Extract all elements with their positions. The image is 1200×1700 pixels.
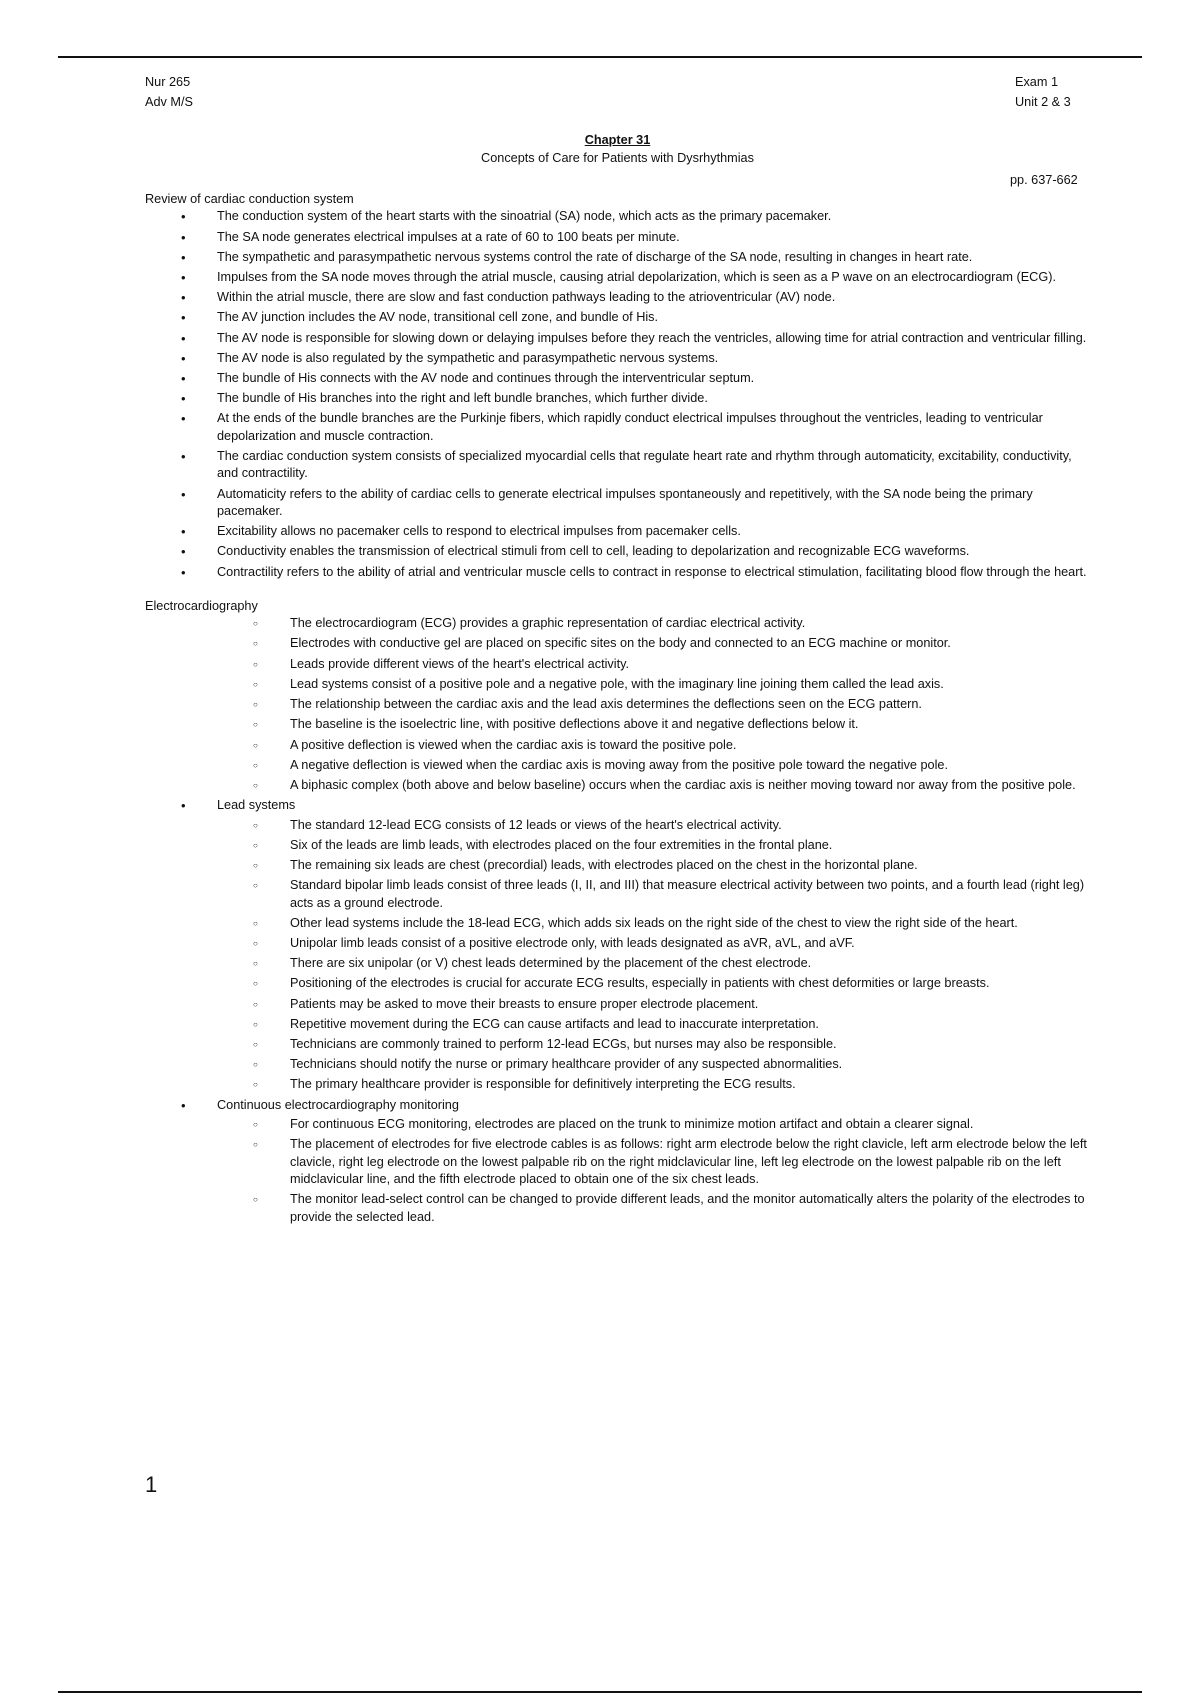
list-item: ○ The electrocardiogram (ECG) provides a graphic representation of cardiac electrical activity. <box>290 615 1090 632</box>
course-name: Adv M/S <box>145 95 193 109</box>
list-item: • Within the atrial muscle, there are slow and fast conduction pathways leading to the atrioventricular (AV) node. <box>217 289 1090 306</box>
course-code: Nur 265 <box>145 75 191 89</box>
units-label: Unit 2 & 3 <box>1015 95 1071 109</box>
list-item: • The bundle of His connects with the AV node and continues through the interventricular septum. <box>217 370 1090 387</box>
list-item: ○ A positive deflection is viewed when the cardiac axis is toward the positive pole. <box>290 737 1090 754</box>
section-heading-electrocardiography: Electrocardiography <box>145 598 258 613</box>
list-item: • Automaticity refers to the ability of cardiac cells to generate electrical impulses spontaneously and repetitively, with the SA node being the primary pacemaker. <box>217 486 1090 521</box>
list-item: ○ There are six unipolar (or V) chest leads determined by the placement of the chest electrode. <box>290 955 1090 972</box>
lead-systems-item <box>217 797 1090 1094</box>
header-left <box>145 72 193 112</box>
lead-systems-list <box>217 817 1090 1094</box>
list-item: ○ Technicians are commonly trained to perform 12-lead ECGs, but nurses may also be responsible. <box>290 1036 1090 1053</box>
list-item: ○ The placement of electrodes for five electrode cables is as follows: right arm electrode below the right clavicle, left arm electrode below the left clavicle, right leg electrode on the lowest palpable rib on the right midclavicular line, left leg electrode on the lowest palpable rib on the left midclavicular line, and the fifth electrode placed to obtain one of the six chest leads. <box>290 1136 1090 1188</box>
list-item: ○ Unipolar limb leads consist of a positive electrode only, with leads designated as aVR, aVL, and aVF. <box>290 935 1090 952</box>
list-item: ○ Leads provide different views of the heart's electrical activity. <box>290 656 1090 673</box>
continuous-monitoring-item <box>217 1097 1090 1226</box>
list-item: • At the ends of the bundle branches are the Purkinje fibers, which rapidly conduct electrical impulses throughout the ventricles, leading to ventricular depolarization and muscle contraction. <box>217 410 1090 445</box>
list-item: ○ The baseline is the isoelectric line, with positive deflections above it and negative deflections below it. <box>290 716 1090 733</box>
list-item: • Excitability allows no pacemaker cells to respond to electrical impulses from pacemaker cells. <box>217 523 1090 540</box>
list-item: • The sympathetic and parasympathetic nervous systems control the rate of discharge of the SA node, resulting in changes in heart rate. <box>217 249 1090 266</box>
conduction-list <box>145 208 1090 581</box>
continuous-monitoring-list <box>217 1116 1090 1226</box>
list-item: • The SA node generates electrical impulses at a rate of 60 to 100 beats per minute. <box>217 229 1090 246</box>
list-item: ○ Positioning of the electrodes is crucial for accurate ECG results, especially in patients with chest deformities or large breasts. <box>290 975 1090 992</box>
list-item: • The cardiac conduction system consists of specialized myocardial cells that regulate heart rate and rhythm through automaticity, excitability, conductivity, and contractility. <box>217 448 1090 483</box>
section-heading-conduction: Review of cardiac conduction system <box>145 192 354 206</box>
list-item: ○ Other lead systems include the 18-lead ECG, which adds six leads on the right side of the chest to view the right side of the heart. <box>290 915 1090 932</box>
list-item: ○ Lead systems consist of a positive pole and a negative pole, with the imaginary line joining them called the lead axis. <box>290 676 1090 693</box>
list-item: ○ Six of the leads are limb leads, with electrodes placed on the four extremities in the frontal plane. <box>290 837 1090 854</box>
electrocardiography-list <box>145 615 1090 794</box>
page-range: pp. 637-662 <box>1010 173 1078 187</box>
top-rule <box>58 56 1142 58</box>
list-item: ○ The relationship between the cardiac axis and the lead axis determines the deflections seen on the ECG pattern. <box>290 696 1090 713</box>
subtopic-list <box>145 797 1090 1226</box>
exam-label: Exam 1 <box>1015 75 1059 89</box>
bottom-rule <box>58 1691 1142 1693</box>
list-item: • The conduction system of the heart starts with the sinoatrial (SA) node, which acts as the primary pacemaker. <box>217 208 1090 225</box>
chapter-title: Chapter 31 <box>584 133 651 147</box>
list-item: ○ A biphasic complex (both above and below baseline) occurs when the cardiac axis is neither moving toward nor away from the positive pole. <box>290 777 1090 794</box>
continuous-monitoring-label: Continuous electrocardiography monitoring <box>217 1097 459 1112</box>
list-item: ○ Patients may be asked to move their breasts to ensure proper electrode placement. <box>290 996 1090 1013</box>
document-content <box>145 191 1090 1229</box>
list-item: ○ A negative deflection is viewed when the cardiac axis is moving away from the positive pole toward the negative pole. <box>290 757 1090 774</box>
list-item: • The bundle of His branches into the right and left bundle branches, which further divide. <box>217 390 1090 407</box>
lead-systems-label: Lead systems <box>217 798 296 813</box>
list-item: • The AV node is also regulated by the sympathetic and parasympathetic nervous systems. <box>217 350 1090 367</box>
chapter-subtitle: Concepts of Care for Patients with Dysrhythmias <box>481 151 754 165</box>
list-item: ○ Electrodes with conductive gel are placed on specific sites on the body and connected to an ECG machine or monitor. <box>290 635 1090 652</box>
page-number: 1 <box>145 1472 158 1497</box>
header-right <box>1015 72 1071 112</box>
list-item: ○ Repetitive movement during the ECG can cause artifacts and lead to inaccurate interpretation. <box>290 1016 1090 1033</box>
list-item: • Contractility refers to the ability of atrial and ventricular muscle cells to contract in response to electrical stimulation, facilitating blood flow through the heart. <box>217 564 1090 581</box>
list-item: ○ The remaining six leads are chest (precordial) leads, with electrodes placed on the chest in the horizontal plane. <box>290 857 1090 874</box>
list-item: ○ Technicians should notify the nurse or primary healthcare provider of any suspected abnormalities. <box>290 1056 1090 1073</box>
list-item: • The AV junction includes the AV node, transitional cell zone, and bundle of His. <box>217 309 1090 326</box>
list-item: • Impulses from the SA node moves through the atrial muscle, causing atrial depolarization, which is seen as a P wave on an electrocardiogram (ECG). <box>217 269 1090 286</box>
list-item: ○ The primary healthcare provider is responsible for definitively interpreting the ECG results. <box>290 1076 1090 1093</box>
list-item: ○ Standard bipolar limb leads consist of three leads (I, II, and III) that measure electrical activity between two points, and a fourth lead (right leg) acts as a ground electrode. <box>290 877 1090 912</box>
list-item: ○ For continuous ECG monitoring, electrodes are placed on the trunk to minimize motion artifact and obtain a clearer signal. <box>290 1116 1090 1133</box>
list-item: ○ The monitor lead-select control can be changed to provide different leads, and the monitor automatically alters the polarity of the electrodes to provide the selected lead. <box>290 1191 1090 1226</box>
list-item: ○ The standard 12-lead ECG consists of 12 leads or views of the heart's electrical activity. <box>290 817 1090 834</box>
list-item: • The AV node is responsible for slowing down or delaying impulses before they reach the ventricles, allowing time for atrial contraction and ventricular filling. <box>217 330 1090 347</box>
list-item: • Conductivity enables the transmission of electrical stimuli from cell to cell, leading to depolarization and recognizable ECG waveforms. <box>217 543 1090 560</box>
